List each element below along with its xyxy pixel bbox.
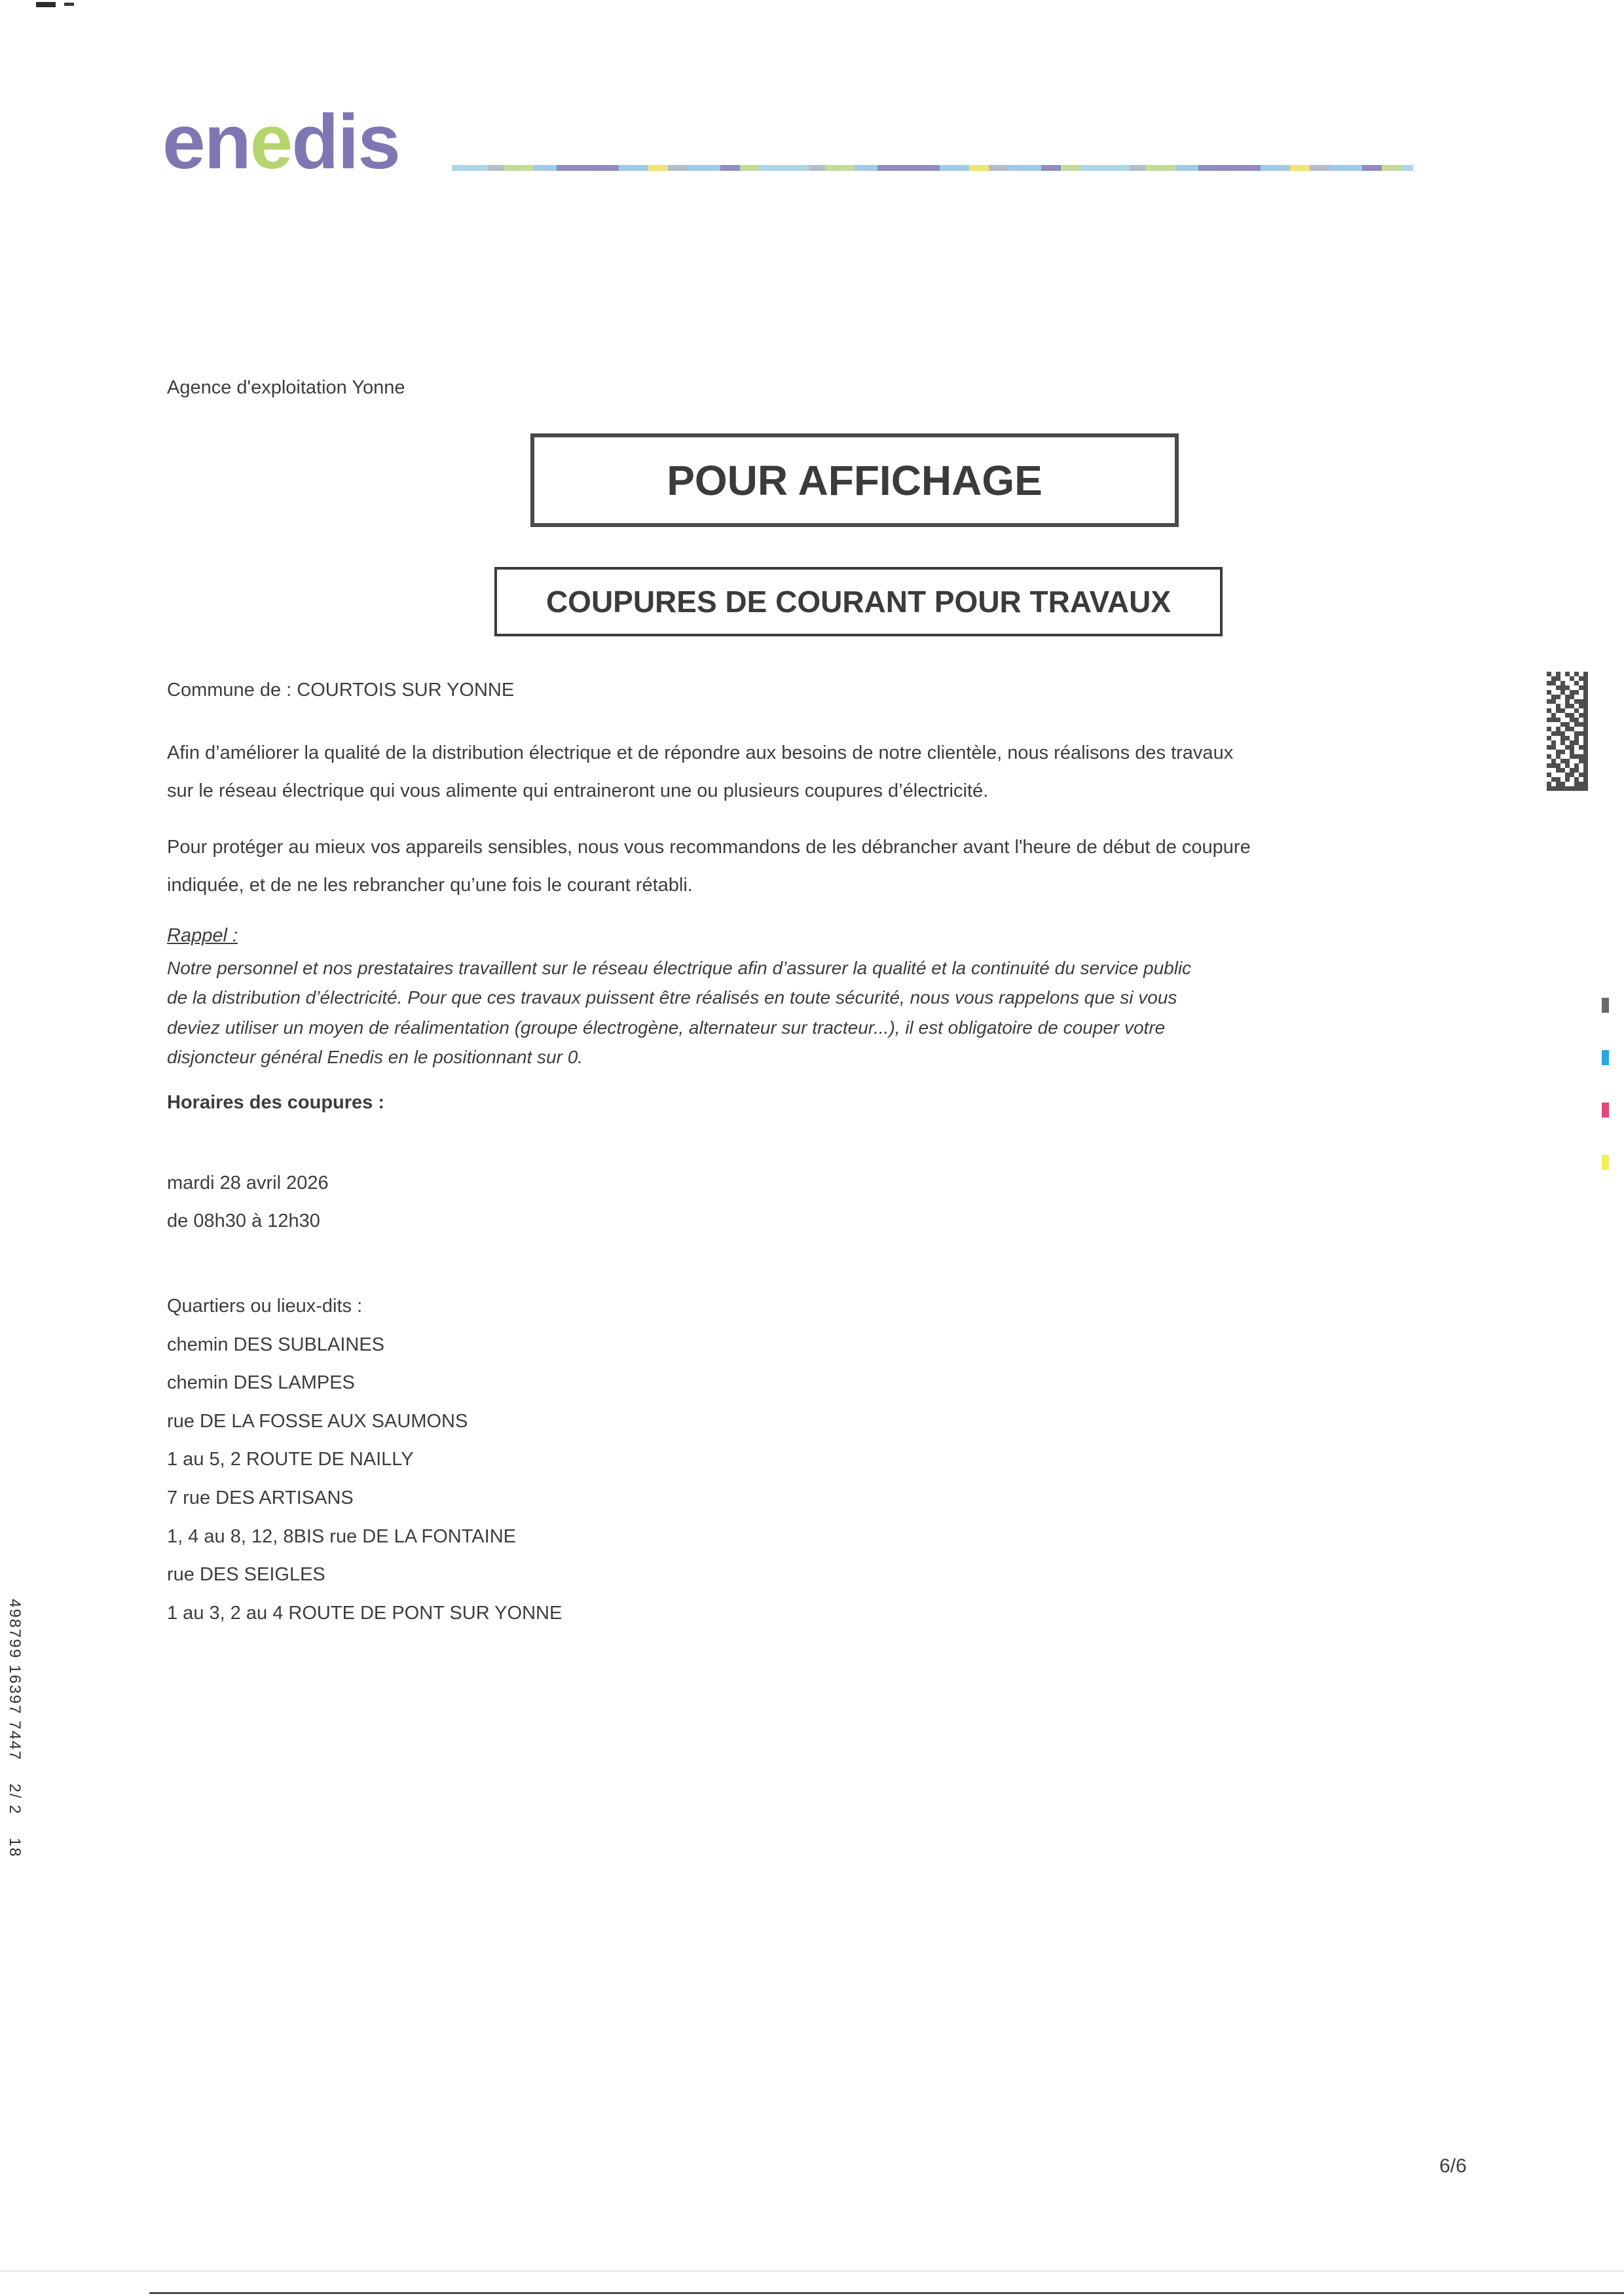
data-matrix-cell	[1551, 763, 1556, 768]
data-matrix-cell	[1574, 704, 1579, 708]
data-matrix-cell	[1579, 768, 1583, 773]
data-matrix-cell	[1560, 695, 1565, 699]
data-matrix-cell	[1579, 704, 1583, 708]
data-matrix-cell	[1570, 736, 1574, 740]
data-matrix-cell	[1551, 768, 1556, 773]
data-matrix-cell	[1583, 745, 1588, 750]
data-matrix-cell	[1570, 777, 1574, 782]
data-matrix-cell	[1560, 736, 1565, 740]
data-matrix-cell	[1565, 713, 1570, 718]
street-line: 1 au 3, 2 au 4 ROUTE DE PONT SUR YONNE	[167, 1602, 563, 1624]
data-matrix-cell	[1565, 704, 1570, 708]
data-matrix-cell	[1547, 750, 1551, 754]
data-matrix-cell	[1551, 708, 1556, 713]
scan-artifact-top-left-2	[64, 3, 74, 6]
data-matrix-cell	[1560, 782, 1565, 786]
data-matrix-cell	[1551, 745, 1556, 750]
data-matrix-cell	[1556, 704, 1560, 708]
horaires-heading: Horaires des coupures :	[167, 1092, 384, 1113]
data-matrix-cell	[1583, 699, 1588, 704]
data-matrix-cell	[1547, 718, 1551, 722]
data-matrix-cell	[1583, 718, 1588, 722]
data-matrix-cell	[1560, 718, 1565, 722]
data-matrix-cell	[1574, 777, 1579, 782]
intro-paragraph	[167, 735, 1233, 810]
data-matrix-cell	[1565, 681, 1570, 685]
data-matrix-cell	[1583, 754, 1588, 759]
data-matrix-cell	[1556, 695, 1560, 699]
data-matrix-cell	[1583, 786, 1588, 791]
data-matrix-cell	[1547, 763, 1551, 768]
data-matrix-cell	[1565, 699, 1570, 704]
data-matrix-cell	[1547, 740, 1551, 745]
data-matrix-cell	[1583, 731, 1588, 736]
logo-text-part-green: e	[249, 99, 292, 185]
data-matrix-cell	[1547, 690, 1551, 695]
data-matrix-cell	[1574, 750, 1579, 754]
schedule-line: de 08h30 à 12h30	[167, 1211, 320, 1231]
data-matrix-cell	[1556, 745, 1560, 750]
data-matrix-cell	[1565, 750, 1570, 754]
brand-multicolor-line	[452, 165, 1413, 171]
data-matrix-cell	[1560, 750, 1565, 754]
data-matrix-cell	[1560, 727, 1565, 731]
data-matrix-cell	[1565, 695, 1570, 699]
data-matrix-cell	[1570, 786, 1574, 791]
data-matrix-cell	[1574, 681, 1579, 685]
data-matrix-cell	[1556, 731, 1560, 736]
data-matrix-cell	[1560, 672, 1565, 676]
data-matrix-cell	[1565, 731, 1570, 736]
data-matrix-cell	[1551, 773, 1556, 777]
agency-name: Agence d'exploitation Yonne	[167, 377, 405, 398]
data-matrix-cell	[1579, 699, 1583, 704]
data-matrix-cell	[1579, 676, 1583, 681]
data-matrix-cell	[1570, 759, 1574, 763]
data-matrix-cell	[1574, 736, 1579, 740]
data-matrix-cell	[1551, 690, 1556, 695]
data-matrix-cell	[1579, 727, 1583, 731]
data-matrix-cell	[1574, 731, 1579, 736]
data-matrix-cell	[1570, 727, 1574, 731]
rappel-line: Notre personnel et nos prestataires travaillent sur le réseau électrique afin d’assurer la qualité et la continuité du service public	[167, 958, 1192, 978]
data-matrix-cell	[1560, 745, 1565, 750]
data-matrix-cell	[1556, 699, 1560, 704]
data-matrix-cell	[1579, 777, 1583, 782]
data-matrix-cell	[1583, 708, 1588, 713]
data-matrix-cell	[1583, 740, 1588, 745]
data-matrix-cell	[1547, 713, 1551, 718]
data-matrix-cell	[1583, 713, 1588, 718]
data-matrix-cell	[1565, 685, 1570, 690]
data-matrix-cell	[1579, 754, 1583, 759]
data-matrix-cell	[1560, 763, 1565, 768]
data-matrix-cell	[1583, 685, 1588, 690]
data-matrix-cell	[1574, 754, 1579, 759]
data-matrix-cell	[1565, 786, 1570, 791]
data-matrix-cell	[1556, 718, 1560, 722]
data-matrix-cell	[1583, 777, 1588, 782]
data-matrix-cell	[1565, 745, 1570, 750]
data-matrix-cell	[1579, 718, 1583, 722]
data-matrix-cell	[1560, 768, 1565, 773]
data-matrix-cell	[1556, 773, 1560, 777]
schedule-block	[167, 1164, 329, 1240]
data-matrix-cell	[1574, 699, 1579, 704]
data-matrix-cell	[1547, 708, 1551, 713]
data-matrix-cell	[1574, 718, 1579, 722]
print-code-vertical: 498799 16397 7447 2/ 2 18	[6, 1599, 24, 1858]
data-matrix-cell	[1560, 740, 1565, 745]
data-matrix-cell	[1579, 782, 1583, 786]
data-matrix-cell	[1547, 754, 1551, 759]
data-matrix-cell	[1574, 773, 1579, 777]
data-matrix-cell	[1583, 727, 1588, 731]
data-matrix-cell	[1574, 695, 1579, 699]
data-matrix-cell	[1583, 722, 1588, 727]
advice-line: Pour protéger au mieux vos appareils sensibles, nous vous recommandons de les débrancher avant l'heure de début de coupure	[167, 837, 1251, 858]
data-matrix-cell	[1551, 750, 1556, 754]
data-matrix-cell	[1551, 695, 1556, 699]
data-matrix-cell	[1556, 722, 1560, 727]
data-matrix-cell	[1583, 704, 1588, 708]
data-matrix-cell	[1574, 763, 1579, 768]
data-matrix-cell	[1560, 676, 1565, 681]
data-matrix-cell	[1556, 713, 1560, 718]
data-matrix-cell	[1556, 782, 1560, 786]
scan-page-bottom-edge	[149, 2292, 1624, 2294]
data-matrix-cell	[1551, 727, 1556, 731]
data-matrix-cell	[1551, 713, 1556, 718]
data-matrix-cell	[1560, 704, 1565, 708]
data-matrix-cell	[1574, 745, 1579, 750]
data-matrix-cell	[1565, 727, 1570, 731]
data-matrix-cell	[1556, 708, 1560, 713]
street-line: chemin DES LAMPES	[167, 1372, 355, 1394]
data-matrix-cell	[1574, 740, 1579, 745]
data-matrix-cell	[1547, 782, 1551, 786]
data-matrix-cell	[1583, 676, 1588, 681]
data-matrix-cell	[1574, 722, 1579, 727]
data-matrix-cell	[1574, 713, 1579, 718]
data-matrix-cell	[1551, 740, 1556, 745]
commune-line: Commune de : COURTOIS SUR YONNE	[167, 680, 515, 701]
data-matrix-cell	[1570, 718, 1574, 722]
data-matrix-cell	[1565, 708, 1570, 713]
data-matrix-cell	[1556, 727, 1560, 731]
data-matrix-cell	[1570, 782, 1574, 786]
data-matrix-cell	[1547, 722, 1551, 727]
data-matrix-cell	[1560, 773, 1565, 777]
data-matrix-cell	[1556, 681, 1560, 685]
data-matrix-cell	[1551, 718, 1556, 722]
data-matrix-cell	[1570, 685, 1574, 690]
data-matrix-cell	[1551, 722, 1556, 727]
data-matrix-cell	[1570, 763, 1574, 768]
street-line: rue DES SEIGLES	[167, 1564, 325, 1586]
rappel-paragraph	[167, 953, 1191, 1072]
data-matrix-cell	[1547, 773, 1551, 777]
data-matrix-cell	[1579, 786, 1583, 791]
data-matrix	[1547, 672, 1588, 791]
data-matrix-cell	[1583, 782, 1588, 786]
data-matrix-cell	[1547, 672, 1551, 676]
data-matrix-cell	[1547, 699, 1551, 704]
street-line: 1 au 5, 2 ROUTE DE NAILLY	[167, 1449, 414, 1470]
rappel-heading: Rappel :	[167, 925, 238, 946]
registration-mark	[1602, 1155, 1609, 1170]
data-matrix-cell	[1547, 676, 1551, 681]
data-matrix-cell	[1547, 786, 1551, 791]
data-matrix-cell	[1556, 740, 1560, 745]
data-matrix-cell	[1579, 773, 1583, 777]
data-matrix-cell	[1551, 699, 1556, 704]
data-matrix-cell	[1556, 754, 1560, 759]
data-matrix-cell	[1570, 690, 1574, 695]
data-matrix-cell	[1560, 759, 1565, 763]
data-matrix-cell	[1565, 763, 1570, 768]
data-matrix-cell	[1565, 740, 1570, 745]
data-matrix-cell	[1574, 685, 1579, 690]
data-matrix-cell	[1570, 750, 1574, 754]
data-matrix-cell	[1565, 690, 1570, 695]
data-matrix-cell	[1565, 759, 1570, 763]
data-matrix-cell	[1556, 736, 1560, 740]
data-matrix-cell	[1556, 690, 1560, 695]
data-matrix-cell	[1551, 681, 1556, 685]
data-matrix-cell	[1565, 754, 1570, 759]
data-matrix-cell	[1560, 699, 1565, 704]
data-matrix-cell	[1551, 759, 1556, 763]
data-matrix-cell	[1560, 708, 1565, 713]
data-matrix-cell	[1570, 713, 1574, 718]
banner-pour-affichage	[530, 433, 1179, 527]
data-matrix-cell	[1583, 672, 1588, 676]
data-matrix-cell	[1556, 777, 1560, 782]
data-matrix-cell	[1579, 731, 1583, 736]
quartiers-heading: Quartiers ou lieux-dits :	[167, 1296, 363, 1317]
data-matrix-cell	[1579, 685, 1583, 690]
data-matrix-cell	[1583, 763, 1588, 768]
data-matrix-cell	[1560, 690, 1565, 695]
data-matrix-cell	[1583, 690, 1588, 695]
data-matrix-cell	[1579, 740, 1583, 745]
data-matrix-cell	[1551, 782, 1556, 786]
rappel-line: disjoncteur général Enedis en le positionnant sur 0.	[167, 1046, 583, 1067]
page-number: 6/6	[1439, 2155, 1467, 2177]
data-matrix-cell	[1551, 736, 1556, 740]
data-matrix-cell	[1574, 676, 1579, 681]
data-matrix-cell	[1547, 685, 1551, 690]
data-matrix-cell	[1551, 685, 1556, 690]
data-matrix-cell	[1570, 708, 1574, 713]
data-matrix-cell	[1570, 704, 1574, 708]
data-matrix-cell	[1583, 768, 1588, 773]
data-matrix-cell	[1570, 676, 1574, 681]
data-matrix-cell	[1565, 777, 1570, 782]
data-matrix-cell	[1579, 750, 1583, 754]
data-matrix-cell	[1551, 676, 1556, 681]
street-line: 1, 4 au 8, 12, 8BIS rue DE LA FONTAINE	[167, 1525, 516, 1547]
data-matrix-cell	[1556, 763, 1560, 768]
banner-primary-label: POUR AFFICHAGE	[667, 456, 1043, 504]
schedule-line: mardi 28 avril 2026	[167, 1173, 329, 1194]
data-matrix-cell	[1556, 672, 1560, 676]
data-matrix-cell	[1574, 782, 1579, 786]
logo-text-part: dis	[291, 99, 399, 185]
data-matrix-cell	[1579, 722, 1583, 727]
data-matrix-cell	[1556, 786, 1560, 791]
enedis-logo	[162, 99, 399, 185]
data-matrix-cell	[1560, 685, 1565, 690]
data-matrix-cell	[1556, 768, 1560, 773]
data-matrix-cell	[1565, 718, 1570, 722]
data-matrix-cell	[1547, 777, 1551, 782]
data-matrix-cell	[1570, 681, 1574, 685]
advice-line: indiquée, et de ne les rebrancher qu’une fois le courant rétabli.	[167, 875, 693, 896]
data-matrix-cell	[1574, 672, 1579, 676]
data-matrix-cell	[1570, 768, 1574, 773]
data-matrix-cell	[1565, 768, 1570, 773]
rappel-line: de la distribution d’électricité. Pour que ces travaux puissent être réalisés en toute sécurité, nous vous rappelons que si vous	[167, 987, 1177, 1008]
data-matrix-cell	[1547, 736, 1551, 740]
data-matrix-cell	[1583, 736, 1588, 740]
scan-artifact-top-left	[36, 2, 56, 7]
data-matrix-cell	[1551, 786, 1556, 791]
data-matrix-cell	[1565, 782, 1570, 786]
data-matrix-cell	[1547, 727, 1551, 731]
data-matrix-cell	[1583, 681, 1588, 685]
data-matrix-cell	[1560, 777, 1565, 782]
data-matrix-cell	[1583, 759, 1588, 763]
registration-mark	[1602, 1102, 1609, 1118]
data-matrix-cell	[1556, 685, 1560, 690]
data-matrix-cell	[1560, 722, 1565, 727]
data-matrix-cell	[1551, 777, 1556, 782]
data-matrix-cell	[1551, 672, 1556, 676]
registration-mark	[1602, 998, 1609, 1013]
data-matrix-cell	[1565, 722, 1570, 727]
data-matrix-cell	[1574, 727, 1579, 731]
data-matrix-cell	[1547, 768, 1551, 773]
data-matrix-cell	[1574, 759, 1579, 763]
data-matrix-cell	[1574, 708, 1579, 713]
data-matrix-cell	[1560, 731, 1565, 736]
data-matrix-cell	[1574, 768, 1579, 773]
data-matrix-cell	[1570, 740, 1574, 745]
data-matrix-cell	[1551, 704, 1556, 708]
data-matrix-cell	[1579, 745, 1583, 750]
data-matrix-cell	[1565, 672, 1570, 676]
street-line: chemin DES SUBLAINES	[167, 1334, 385, 1355]
data-matrix-cell	[1551, 754, 1556, 759]
data-matrix-cell	[1560, 786, 1565, 791]
street-line: rue DE LA FOSSE AUX SAUMONS	[167, 1410, 468, 1432]
logo-text-part: en	[162, 99, 250, 185]
data-matrix-cell	[1579, 690, 1583, 695]
street-list	[167, 1326, 562, 1633]
data-matrix-cell	[1583, 695, 1588, 699]
data-matrix-cell	[1570, 754, 1574, 759]
intro-line: sur le réseau électrique qui vous alimente qui entraineront une ou plusieurs coupures d’électricité.	[167, 780, 989, 801]
scan-artifact-line	[0, 2270, 1624, 2272]
data-matrix-cell	[1547, 731, 1551, 736]
data-matrix-cell	[1547, 745, 1551, 750]
data-matrix-cell	[1579, 713, 1583, 718]
data-matrix-cell	[1556, 750, 1560, 754]
data-matrix-cell	[1579, 672, 1583, 676]
data-matrix-cell	[1570, 745, 1574, 750]
data-matrix-cell	[1565, 736, 1570, 740]
data-matrix-cell	[1570, 731, 1574, 736]
data-matrix-cell	[1547, 759, 1551, 763]
data-matrix-cell	[1556, 759, 1560, 763]
data-matrix-cell	[1574, 786, 1579, 791]
data-matrix-cell	[1560, 754, 1565, 759]
data-matrix-cell	[1565, 676, 1570, 681]
data-matrix-cell	[1556, 676, 1560, 681]
data-matrix-cell	[1570, 695, 1574, 699]
quartiers-block	[167, 1287, 562, 1632]
color-registration-marks	[1602, 998, 1609, 1207]
intro-line: Afin d’améliorer la qualité de la distribution électrique et de répondre aux besoins de notre clientèle, nous réalisons des travaux	[167, 742, 1234, 763]
data-matrix-cell	[1547, 695, 1551, 699]
data-matrix-cell	[1560, 713, 1565, 718]
data-matrix-cell	[1551, 731, 1556, 736]
data-matrix-cell	[1570, 672, 1574, 676]
data-matrix-cell	[1579, 681, 1583, 685]
data-matrix-cell	[1579, 708, 1583, 713]
data-matrix-cell	[1570, 773, 1574, 777]
data-matrix-cell	[1579, 736, 1583, 740]
banner-secondary-label: COUPURES DE COURANT POUR TRAVAUX	[545, 585, 1172, 619]
data-matrix-cell	[1570, 699, 1574, 704]
data-matrix-cell	[1565, 773, 1570, 777]
data-matrix-cell	[1547, 681, 1551, 685]
data-matrix-cell	[1579, 695, 1583, 699]
data-matrix-cell	[1583, 750, 1588, 754]
data-matrix-cell	[1583, 773, 1588, 777]
data-matrix-cell	[1570, 722, 1574, 727]
data-matrix-cell	[1574, 690, 1579, 695]
data-matrix-cell	[1579, 763, 1583, 768]
advice-paragraph	[167, 828, 1251, 904]
data-matrix-cell	[1547, 704, 1551, 708]
data-matrix-cell	[1579, 759, 1583, 763]
banner-coupures	[494, 567, 1223, 636]
street-line: 7 rue DES ARTISANS	[167, 1487, 354, 1508]
data-matrix-cell	[1560, 681, 1565, 685]
rappel-line: deviez utiliser un moyen de réalimentation (groupe électrogène, alternateur sur tracteur...), il est obligatoire de couper votre	[167, 1017, 1166, 1038]
registration-mark	[1602, 1050, 1609, 1065]
